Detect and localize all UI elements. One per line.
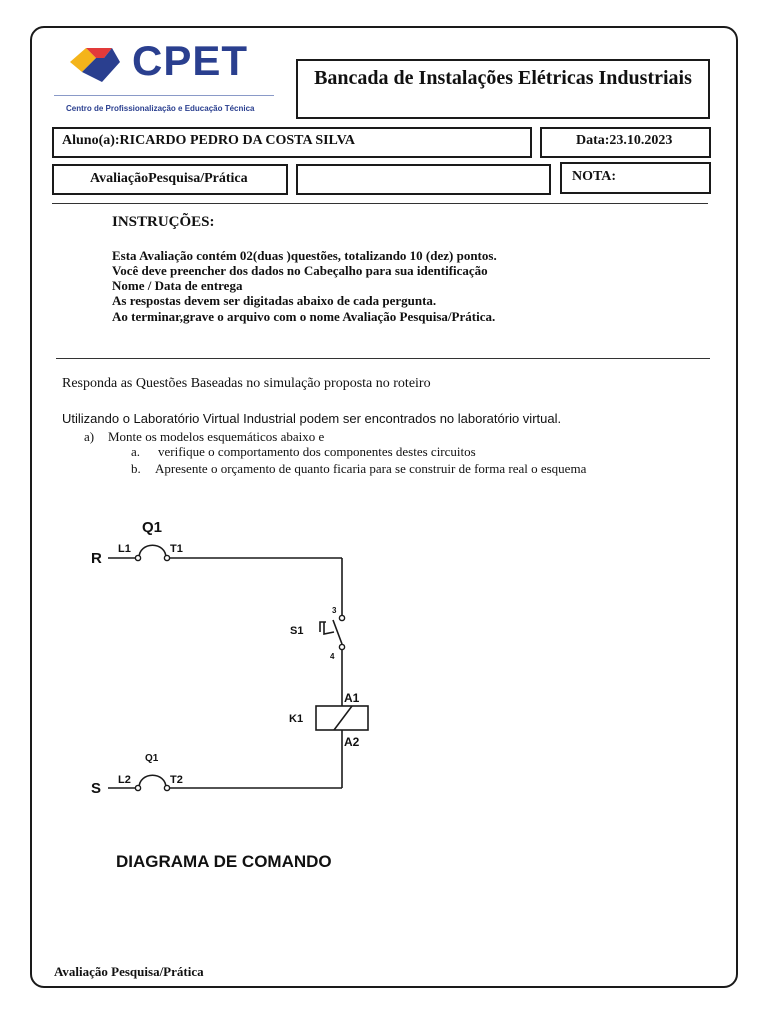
control-diagram	[0, 500, 420, 810]
student-field[interactable]	[52, 127, 532, 158]
sub-b-marker: b.	[131, 461, 141, 476]
logo-subtitle: Centro de Profissionalização e Educação Técnica	[66, 104, 255, 113]
label-s1-pin4: 4	[330, 652, 335, 661]
instruction-line: Você deve preencher dos dados no Cabeçalho para sua identificação	[112, 263, 488, 278]
cpet-logo-icon	[68, 44, 124, 84]
lab-text: Utilizando o Laboratório Virtual Industrial podem ser encontrados no laboratório virtual.	[62, 411, 562, 426]
label-a2: A2	[344, 735, 360, 749]
section-divider	[56, 358, 710, 359]
label-r: R	[91, 550, 102, 567]
instruction-line: As respostas devem ser digitadas abaixo de cada pergunta.	[112, 293, 437, 308]
instruction-line: Nome / Data de entrega	[112, 278, 243, 293]
date-value: Data:23.10.2023	[576, 133, 673, 148]
sub-a-text: verifique o comportamento dos componentes destes circuitos	[158, 444, 476, 459]
sub-b-text: Apresente o orçamento de quanto ficaria para se construir de forma real o esquema	[155, 461, 587, 476]
header-divider	[52, 203, 708, 204]
document-title: Bancada de Instalações Elétricas Industriais	[296, 59, 710, 119]
q1-top-breaker	[139, 545, 166, 558]
student-name: Aluno(a):RICARDO PEDRO DA COSTA SILVA	[62, 133, 356, 148]
label-l2: L2	[118, 774, 131, 786]
s1-actuator	[320, 622, 334, 634]
label-s1-pin3: 3	[332, 606, 337, 615]
label-s: S	[91, 780, 102, 797]
instruction-line: Esta Avaliação contém 02(duas )questões, totalizando 10 (dez) pontos.	[112, 248, 497, 263]
s1-contact	[333, 620, 342, 644]
label-a1: A1	[344, 691, 360, 705]
grade-field[interactable]	[560, 162, 711, 194]
assessment-field[interactable]	[52, 164, 288, 195]
label-t1: T1	[170, 543, 183, 555]
assessment-label: AvaliaçãoPesquisa/Prática	[90, 171, 248, 186]
sub-a-marker: a.	[131, 444, 141, 459]
item-a-marker: a)	[84, 429, 95, 444]
grade-label: NOTA:	[572, 169, 617, 184]
label-k1: K1	[289, 713, 304, 725]
logo-name: CPET	[132, 37, 249, 84]
item-a-text: Monte os modelos esquemáticos abaixo e	[108, 429, 325, 444]
label-q1-top: Q1	[142, 519, 163, 536]
instruction-line: Ao terminar,grave o arquivo com o nome Avaliação Pesquisa/Prática.	[112, 309, 496, 324]
q1-bottom-breaker	[139, 775, 166, 788]
label-l1: L1	[118, 543, 131, 555]
diagram-title: DIAGRAMA DE COMANDO	[116, 852, 332, 871]
footer-text: Avaliação Pesquisa/Prática	[54, 964, 204, 979]
blank-field[interactable]	[296, 164, 551, 195]
instructions-heading: INSTRUÇÕES:	[112, 214, 215, 230]
questions-intro: Responda as Questões Baseadas no simulação proposta no roteiro	[62, 376, 431, 391]
date-field[interactable]	[540, 127, 711, 158]
label-q1-bottom: Q1	[145, 753, 159, 764]
label-s1: S1	[290, 625, 304, 637]
logo-divider	[54, 95, 274, 96]
label-t2: T2	[170, 774, 183, 786]
